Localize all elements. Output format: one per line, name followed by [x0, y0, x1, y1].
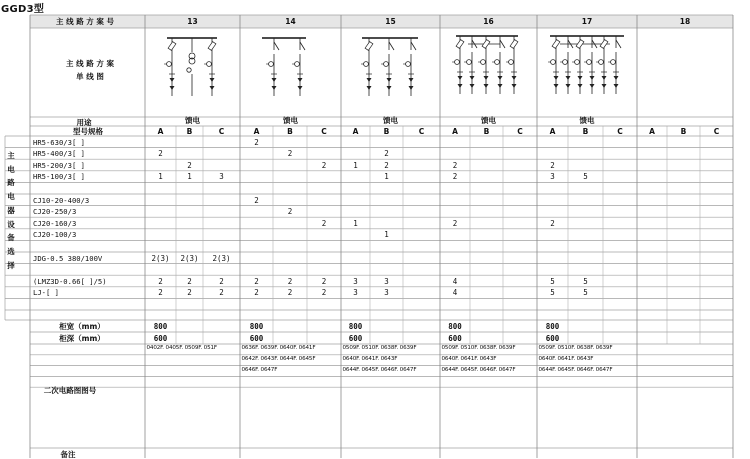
- fuse-symbol: [484, 84, 489, 88]
- component-quantity: 3: [353, 288, 358, 298]
- component-quantity: 2: [321, 276, 327, 286]
- component-model: CJ20-100/3: [33, 230, 77, 240]
- component-quantity: 2: [254, 288, 259, 298]
- ammeter-symbol: [295, 62, 300, 67]
- circuit-number: 0402F. 0405F. 0509F. 051F: [146, 345, 217, 352]
- fuse-symbol: [170, 78, 175, 82]
- component-quantity: 2: [187, 276, 192, 286]
- scheme-number: 15: [385, 17, 396, 26]
- fuse-symbol: [554, 84, 559, 88]
- component-quantity: 2: [550, 218, 555, 228]
- fuse-symbol: [602, 84, 607, 88]
- depth-label: 柜深（mm）: [59, 334, 105, 343]
- fuse-symbol: [409, 78, 414, 82]
- breaker-gap: [273, 50, 275, 54]
- component-quantity: 2: [452, 218, 458, 228]
- fuse-symbol: [387, 86, 392, 90]
- fuse-switch-symbol: [168, 42, 176, 51]
- fuse-symbol: [512, 84, 517, 88]
- component-quantity: 1: [353, 218, 358, 228]
- component-quantity: 1: [353, 160, 358, 170]
- breaker-gap: [388, 50, 390, 54]
- fuse-symbol: [409, 86, 414, 90]
- fuse-symbol: [566, 84, 571, 88]
- phase-header: C: [517, 127, 523, 136]
- component-quantity: 1: [384, 172, 389, 182]
- fuse-symbol: [470, 76, 475, 80]
- fuse-symbol: [578, 76, 583, 80]
- component-quantity: 5: [550, 288, 555, 298]
- fuse-symbol: [498, 76, 503, 80]
- breaker-gap: [410, 50, 412, 54]
- cabinet-width: 800: [249, 322, 264, 331]
- fuse-symbol: [210, 78, 215, 82]
- fuse-symbol: [484, 76, 489, 80]
- fuse-symbol: [298, 86, 303, 90]
- phase-header: C: [321, 127, 327, 136]
- fuse-symbol: [387, 78, 392, 82]
- component-model: HR5-630/3[ ]: [33, 137, 85, 147]
- component-quantity: 5: [583, 276, 588, 286]
- ammeter-symbol: [599, 60, 604, 65]
- ammeter-symbol: [167, 62, 172, 67]
- ammeter-symbol: [467, 60, 472, 65]
- cabinet-depth: 600: [448, 334, 462, 343]
- fuse-symbol: [170, 86, 175, 90]
- breaker-symbol: [411, 42, 416, 50]
- component-quantity: 1: [384, 230, 389, 240]
- cabinet-width: 800: [448, 322, 462, 331]
- fuse-symbol: [602, 76, 607, 80]
- ammeter-symbol: [406, 62, 411, 67]
- phase-header: C: [418, 127, 425, 136]
- component-quantity: 2: [452, 172, 458, 182]
- component-quantity: 2: [287, 207, 293, 217]
- usage-label: 用途: [76, 118, 92, 127]
- component-quantity: 2: [254, 276, 259, 286]
- cabinet-width: 800: [545, 322, 560, 331]
- ammeter-symbol: [269, 62, 274, 67]
- phase-header: B: [582, 127, 589, 136]
- diagram-label-line2: 单 线 图: [76, 72, 104, 81]
- phase-header: C: [617, 127, 623, 136]
- meter-symbol: [187, 68, 191, 72]
- page-title: GGD3型: [1, 4, 45, 15]
- component-quantity: 3: [384, 276, 389, 286]
- component-quantity: 2: [287, 276, 293, 286]
- phase-header: A: [352, 127, 359, 136]
- circuit-number: 0644F. 0645F. 0646F. 0647F: [538, 366, 613, 373]
- phase-header: A: [157, 127, 164, 136]
- component-model: CJ10-20-400/3: [33, 195, 90, 205]
- component-quantity: 2: [187, 160, 192, 170]
- cabinet-width: 800: [348, 322, 363, 331]
- scheme-number: 18: [679, 17, 691, 26]
- ammeter-symbol: [563, 60, 568, 65]
- fuse-switch-symbol: [576, 40, 584, 49]
- scheme-number: 13: [187, 17, 198, 26]
- cabinet-depth: 600: [153, 334, 168, 343]
- circuit-number: 0636F. 0639F. 0640F. 0641F: [241, 345, 316, 352]
- fuse-symbol: [614, 84, 619, 88]
- cabinet-depth: 600: [545, 334, 560, 343]
- fuse-symbol: [566, 76, 571, 80]
- component-quantity: 1: [158, 172, 163, 182]
- circuit-number: 0644F. 0645F. 0646F. 0647F: [342, 366, 417, 373]
- width-label: 柜宽（mm）: [59, 322, 105, 331]
- component-quantity: 2: [321, 288, 327, 298]
- phase-header: A: [649, 127, 655, 136]
- breaker-gap: [567, 48, 569, 52]
- model-label: 型号规格: [73, 127, 103, 136]
- ammeter-symbol: [509, 60, 514, 65]
- component-quantity: 2: [158, 276, 163, 286]
- circuit-number: 0642F. 0643F. 0644F. 0645F: [241, 356, 316, 362]
- circuit-number: 0644F. 0645F. 0646F. 0647F: [441, 366, 516, 373]
- circuit-number: 0509F. 0510F. 0638F. 0639F: [342, 345, 417, 352]
- breaker-symbol: [274, 42, 279, 50]
- fuse-symbol: [512, 76, 517, 80]
- usage-cell: 馈电: [383, 116, 398, 125]
- usage-cell: 馈电: [283, 116, 298, 125]
- circuit-number: 0640F. 0641F. 0643F: [538, 356, 594, 362]
- circuit-number: 0640F. 0641F. 0643F: [441, 356, 497, 362]
- ammeter-symbol: [495, 60, 500, 65]
- component-quantity: 2: [452, 160, 458, 170]
- phase-header: B: [680, 127, 687, 136]
- circuit-number: 0640F. 0641F. 0643F: [342, 356, 398, 362]
- fuse-switch-symbol: [552, 40, 560, 49]
- ammeter-symbol: [207, 62, 212, 67]
- component-quantity: 3: [384, 288, 389, 298]
- component-quantity: 2: [254, 137, 259, 147]
- fuse-switch-symbol: [365, 42, 373, 51]
- ammeter-symbol: [575, 60, 580, 65]
- cabinet-width: 800: [153, 322, 168, 331]
- fuse-symbol: [298, 78, 303, 82]
- component-model: HR5-200/3[ ]: [33, 160, 85, 170]
- component-model: (LMZ3D-0.66[ ]/5): [33, 276, 107, 286]
- usage-cell: 馈电: [481, 116, 496, 125]
- component-quantity: 5: [583, 288, 588, 298]
- fuse-switch-symbol: [600, 40, 608, 49]
- breaker-gap: [299, 50, 301, 54]
- cabinet-depth: 600: [348, 334, 363, 343]
- component-quantity: 3: [550, 172, 555, 182]
- ammeter-symbol: [551, 60, 556, 65]
- phase-header: B: [483, 127, 490, 136]
- fuse-symbol: [272, 86, 277, 90]
- breaker-symbol: [616, 40, 621, 48]
- fuse-symbol: [367, 86, 372, 90]
- component-quantity: 2: [219, 288, 224, 298]
- component-quantity: 2(3): [151, 253, 170, 263]
- component-quantity: 2: [254, 195, 259, 205]
- usage-cell: 馈电: [579, 116, 595, 125]
- component-model: HR5-400/3[ ]: [33, 149, 85, 159]
- fuse-symbol: [614, 76, 619, 80]
- phase-header: B: [383, 127, 390, 136]
- component-quantity: 2: [287, 288, 293, 298]
- component-model: LJ-[ ]: [33, 288, 59, 298]
- side-label: 主 电 路 电 器 设 备 选 择: [7, 151, 15, 270]
- scheme-number: 17: [581, 17, 593, 26]
- component-quantity: 2: [219, 276, 224, 286]
- breaker-symbol: [500, 40, 505, 48]
- ammeter-symbol: [587, 60, 592, 65]
- phase-header: A: [452, 127, 458, 136]
- breaker-gap: [471, 48, 473, 52]
- component-quantity: 4: [452, 288, 458, 298]
- component-model: CJ20-160/3: [33, 218, 77, 228]
- fuse-symbol: [272, 78, 277, 82]
- component-quantity: 5: [583, 172, 588, 182]
- component-quantity: 2(3): [180, 253, 199, 263]
- fuse-switch-symbol: [208, 42, 216, 51]
- component-quantity: 4: [452, 276, 458, 286]
- component-quantity: 2: [384, 149, 389, 159]
- fuse-symbol: [590, 84, 595, 88]
- ammeter-symbol: [611, 60, 616, 65]
- usage-cell: 馈电: [185, 116, 200, 125]
- phase-header: A: [549, 127, 556, 136]
- breaker-symbol: [300, 42, 305, 50]
- diagram-label-line1: 主 线 路 方 案: [66, 59, 114, 68]
- fuse-symbol: [458, 76, 463, 80]
- scheme-no-label: 主 线 路 方 案 号: [55, 17, 115, 26]
- component-quantity: 3: [353, 276, 358, 286]
- circuit-number: 0646F. 0647F: [241, 366, 278, 373]
- component-model: HR5-100/3[ ]: [33, 172, 85, 182]
- component-quantity: 2: [158, 149, 163, 159]
- fuse-symbol: [210, 86, 215, 90]
- fuse-symbol: [498, 84, 503, 88]
- component-quantity: 1: [187, 172, 192, 182]
- ammeter-symbol: [384, 62, 389, 67]
- cabinet-depth: 600: [249, 334, 264, 343]
- breaker-gap: [591, 48, 593, 52]
- component-quantity: 5: [550, 276, 555, 286]
- component-quantity: 2: [287, 149, 293, 159]
- phase-header: B: [186, 127, 193, 136]
- component-quantity: 2: [550, 160, 555, 170]
- fuse-switch-symbol: [510, 40, 518, 49]
- ammeter-symbol: [455, 60, 460, 65]
- breaker-symbol: [389, 42, 394, 50]
- circuit-number: 0509F. 0510F. 0638F. 0639F: [441, 345, 516, 352]
- fuse-symbol: [470, 84, 475, 88]
- component-quantity: 2(3): [212, 253, 231, 263]
- component-model: CJ20-250/3: [33, 207, 77, 217]
- ammeter-symbol: [481, 60, 486, 65]
- component-quantity: 2: [321, 160, 327, 170]
- scheme-number: 16: [483, 17, 494, 26]
- phase-header: C: [218, 127, 225, 136]
- fuse-symbol: [458, 84, 463, 88]
- component-quantity: 2: [321, 218, 327, 228]
- circuit-label: 二次电路图图号: [43, 386, 97, 395]
- component-quantity: 2: [187, 288, 192, 298]
- component-quantity: 2: [158, 288, 163, 298]
- fuse-symbol: [554, 76, 559, 80]
- breaker-gap: [615, 48, 617, 52]
- component-quantity: 3: [219, 172, 224, 182]
- fuse-switch-symbol: [482, 40, 490, 49]
- breaker-gap: [499, 48, 501, 52]
- circuit-number: 0509F. 0510F. 0638F. 0639F: [538, 345, 613, 352]
- fuse-symbol: [367, 78, 372, 82]
- component-model: JDG-0.5 380/100V: [33, 253, 103, 263]
- fuse-switch-symbol: [456, 40, 464, 49]
- phase-header: B: [287, 127, 293, 136]
- component-quantity: 2: [384, 160, 389, 170]
- fuse-symbol: [590, 76, 595, 80]
- phase-header: A: [253, 127, 260, 136]
- scheme-number: 14: [285, 17, 296, 26]
- phase-header: C: [713, 127, 720, 136]
- ammeter-symbol: [364, 62, 369, 67]
- fuse-symbol: [578, 84, 583, 88]
- remark-label: 备注: [60, 450, 76, 459]
